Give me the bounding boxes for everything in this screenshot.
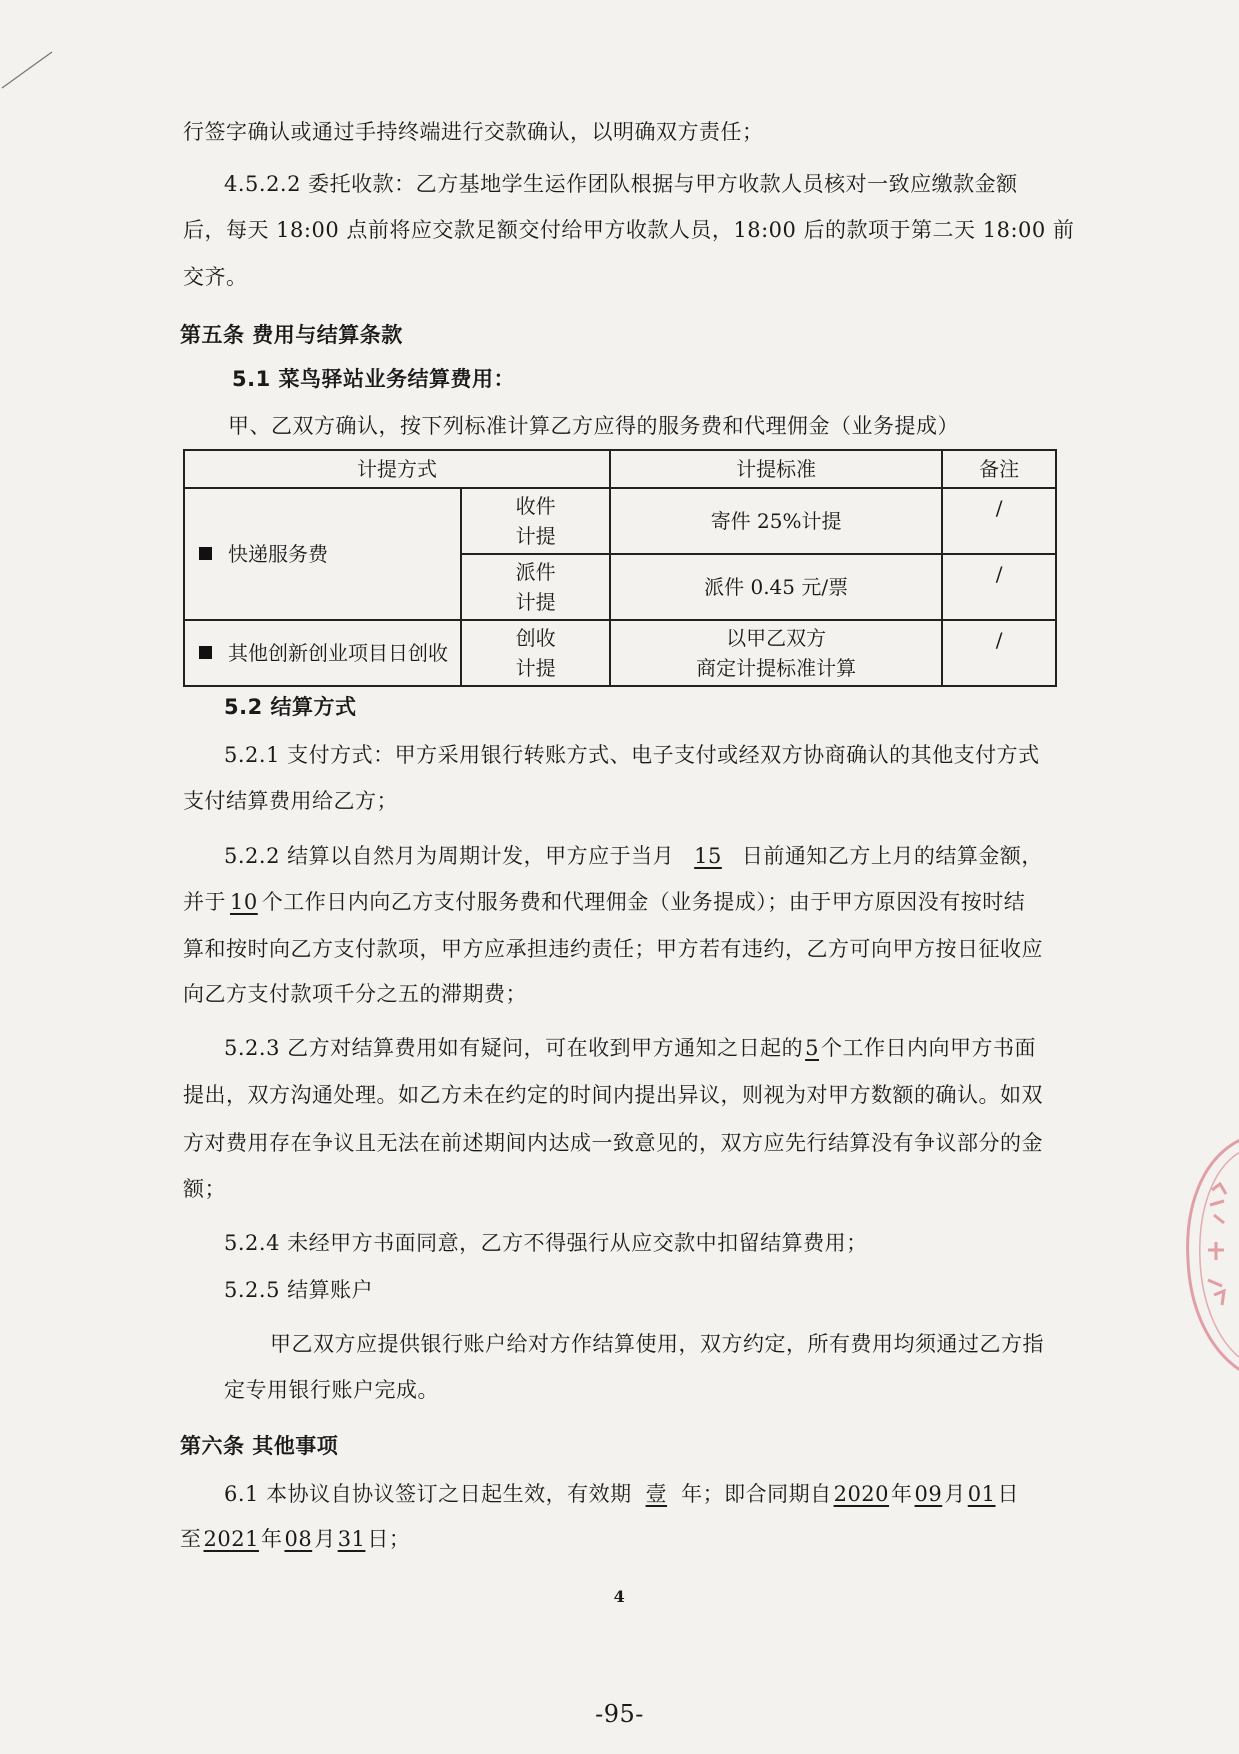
pencil-mark xyxy=(0,40,60,100)
text-line: 额； xyxy=(183,1177,226,1201)
subsection-heading: 5.2 结算方式 xyxy=(224,695,357,719)
row-express-sub-receive: 收件 计提 xyxy=(461,488,610,554)
text-line: 后，每天 18:00 点前将应交款足额交付给甲方收款人员，18:00 后的款项于第二天 18:00 前 xyxy=(183,218,1075,242)
text-line: 提出，双方沟通处理。如乙方未在约定的时间内提出异议，则视为对甲方数额的确认。如双 xyxy=(183,1083,1043,1107)
header-method: 计提方式 xyxy=(184,450,610,488)
section-heading: 第五条 费用与结算条款 xyxy=(180,323,403,347)
fee-table xyxy=(183,449,1057,687)
text-span: 个工作日内向乙方支付服务费和代理佣金（业务提成）；由于甲方原因没有按时结 xyxy=(261,890,1026,914)
text-span: 至 xyxy=(180,1527,202,1551)
text-line: 甲、乙双方确认，按下列标准计算乙方应得的服务费和代理佣金（业务提成） xyxy=(228,414,959,438)
text-line: 方对费用存在争议且无法在前述期间内达成一致意见的，双方应先行结算没有争议部分的金 xyxy=(183,1131,1043,1155)
text-span: 月 xyxy=(944,1482,966,1506)
text-line: 支付结算费用给乙方； xyxy=(183,789,398,813)
global-page-number: -95- xyxy=(595,1700,644,1728)
row-express-note-deliver: / xyxy=(942,554,1056,620)
text-span: 6.1 本协议自协议签订之日起生效，有效期 xyxy=(224,1482,632,1506)
text-span: 个工作日内向甲方书面 xyxy=(820,1036,1036,1060)
row-express-std-receive: 寄件 25%计提 xyxy=(610,488,942,554)
row-other-note: / xyxy=(942,620,1056,686)
text-line xyxy=(183,888,1025,916)
text-line: 交齐。 xyxy=(183,265,248,289)
square-bullet-icon xyxy=(199,646,212,659)
text-line: 算和按时向乙方支付款项，甲方应承担违约责任；甲方若有违约，乙方可向甲方按日征收应 xyxy=(183,937,1043,961)
text-span: 5.2.2 结算以自然月为周期计发，甲方应于当月 xyxy=(224,844,675,868)
text-line: 5.2.1 支付方式：甲方采用银行转账方式、电子支付或经双方协商确认的其他支付方式 xyxy=(224,743,1040,767)
text-line: 定专用银行账户完成。 xyxy=(224,1378,439,1402)
row-express-note-receive: / xyxy=(942,488,1056,554)
filled-value: 2020 xyxy=(833,1482,890,1506)
red-seal-stamp xyxy=(1180,1130,1239,1380)
row-express-item xyxy=(184,488,461,620)
filled-value: 10 xyxy=(230,890,258,914)
text-line: 甲乙双方应提供银行账户给对方作结算使用，双方约定，所有费用均须通过乙方指 xyxy=(270,1332,1044,1356)
text-line xyxy=(180,1525,410,1553)
filled-value: 31 xyxy=(337,1527,366,1551)
text-span: 年 xyxy=(260,1527,283,1551)
row-express-sub-deliver: 派件 计提 xyxy=(461,554,610,620)
row-express-std-deliver: 派件 0.45 元/票 xyxy=(610,554,942,620)
row-other-item xyxy=(184,620,461,686)
text-line xyxy=(224,842,1043,870)
text-span: 日 xyxy=(997,1482,1019,1506)
row-express-label: 快递服务费 xyxy=(228,542,328,566)
page-number: 4 xyxy=(613,1587,626,1606)
text-line xyxy=(224,1034,1036,1062)
text-line: 行签字确认或通过手持终端进行交款确认，以明确双方责任； xyxy=(183,120,764,144)
filled-value: 09 xyxy=(914,1482,943,1506)
header-note: 备注 xyxy=(942,450,1056,488)
filled-value: 01 xyxy=(967,1482,996,1506)
text-line: 向乙方支付款项千分之五的滞期费； xyxy=(183,982,527,1006)
text-span: 日前通知乙方上月的结算金额， xyxy=(741,844,1043,868)
text-span: 日； xyxy=(367,1527,411,1551)
text-span: 5.2.3 乙方对结算费用如有疑问，可在收到甲方通知之日起的 xyxy=(224,1036,804,1060)
filled-value: 2021 xyxy=(203,1527,259,1551)
header-standard: 计提标准 xyxy=(610,450,942,488)
text-line: 5.2.5 结算账户 xyxy=(224,1278,374,1302)
text-line xyxy=(224,1480,1019,1508)
text-line: 4.5.2.2 委托收款：乙方基地学生运作团队根据与甲方收款人员核对一致应缴款金额 xyxy=(224,172,1018,196)
text-span: 年；即合同期自 xyxy=(681,1482,832,1506)
row-other-label: 其他创新创业项目日创收 xyxy=(228,641,448,665)
row-other-sub: 创收 计提 xyxy=(461,620,610,686)
filled-value: 5 xyxy=(805,1036,819,1060)
section-heading: 第六条 其他事项 xyxy=(180,1434,339,1458)
text-span: 并于 xyxy=(183,890,226,914)
filled-value: 15 xyxy=(694,844,722,868)
subsection-heading: 5.1 菜鸟驿站业务结算费用： xyxy=(232,367,516,391)
filled-value: 壹 xyxy=(645,1482,668,1506)
row-other-std: 以甲乙双方 商定计提标准计算 xyxy=(610,620,942,686)
text-span: 年 xyxy=(891,1482,913,1506)
text-line: 5.2.4 未经甲方书面同意，乙方不得强行从应交款中扣留结算费用； xyxy=(224,1231,868,1255)
text-span: 月 xyxy=(314,1527,336,1551)
filled-value: 08 xyxy=(284,1527,313,1551)
square-bullet-icon xyxy=(199,547,212,560)
